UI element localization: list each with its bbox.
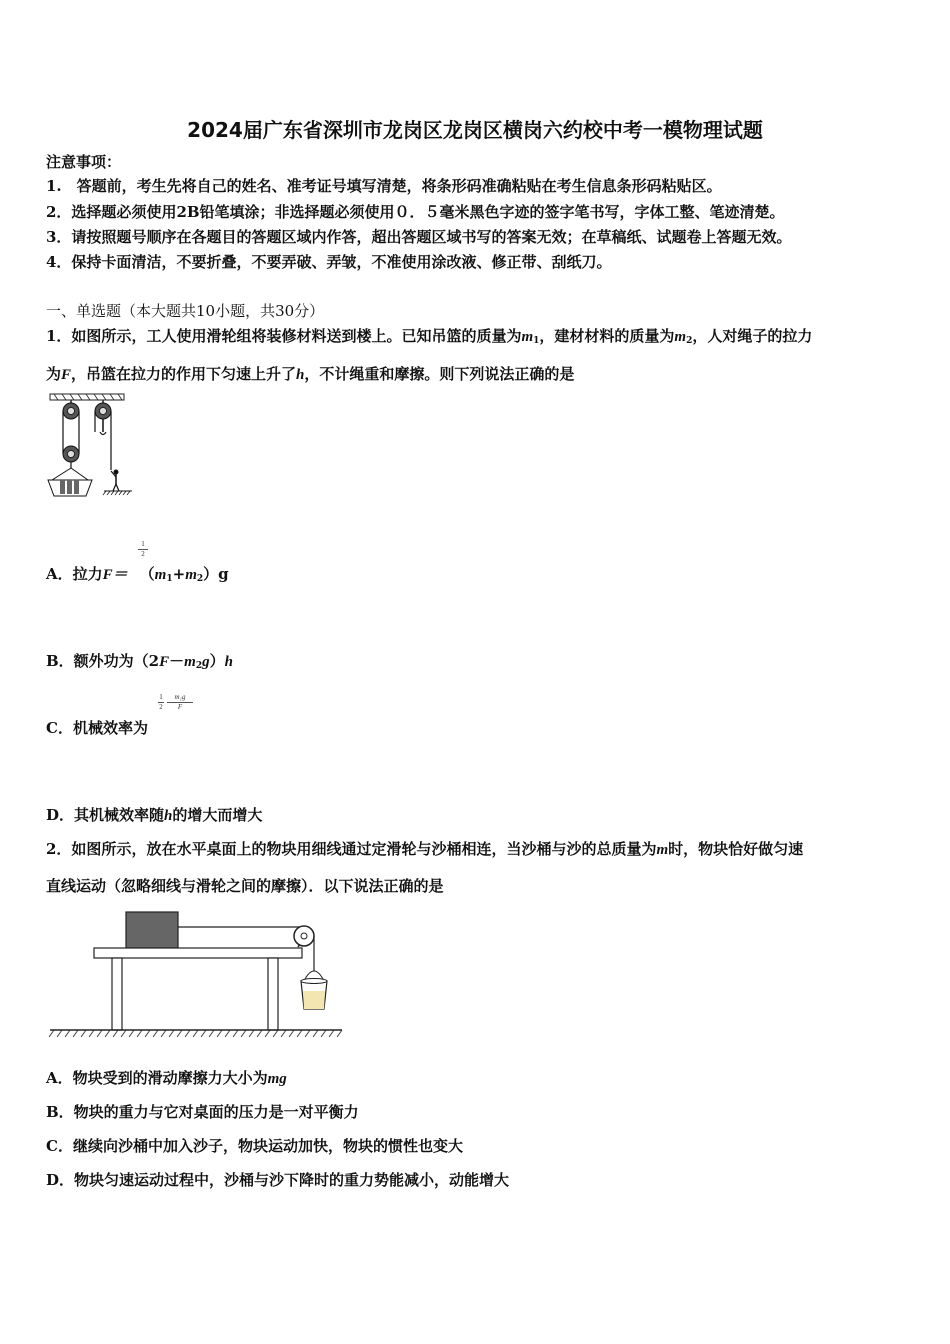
notice-heading: 注意事项： xyxy=(46,153,122,171)
q1-option-d: D．其机械效率随h的增大而增大 xyxy=(46,806,263,824)
q1-stem-line2: 为F，吊篮在拉力的作用下匀速上升了h，不计绳重和摩擦。则下列说法正确的是 xyxy=(46,365,575,383)
section-heading: 一、单选题（本大题共10小题，共30分） xyxy=(46,302,325,320)
q2-stem-line1: 2．如图所示，放在水平桌面上的物块用细线通过定滑轮与沙桶相连，当沙桶与沙的总质量为m时，物块恰好做匀速 xyxy=(46,840,804,858)
q1-option-a-fraction: $\frac{1}{2}$ xyxy=(138,540,148,559)
page-title: 2024届广东省深圳市龙岗区龙岗区横岗六约校中考一模物理试题 xyxy=(187,118,763,142)
q2-stem-line2: 直线运动（忽略细线与滑轮之间的摩擦）．以下说法正确的是 xyxy=(46,877,444,895)
q2-option-b: B．物块的重力与它对桌面的压力是一对平衡力 xyxy=(46,1103,359,1121)
q2-option-c: C．继续向沙桶中加入沙子，物块运动加快，物块的惯性也变大 xyxy=(46,1137,463,1155)
pulley-system-figure xyxy=(44,392,136,500)
notice-item-2: 2．选择题必须使用2B铅笔填涂；非选择题必须使用０．５毫米黑色字迹的签字笔书写，字体工整、笔迹清楚。 xyxy=(46,203,785,221)
table-pulley-bucket-figure xyxy=(46,905,346,1040)
notice-item-4: 4．保持卡面清洁，不要折叠，不要弄破、弄皱，不准使用涂改液、修正带、刮纸刀。 xyxy=(46,253,612,271)
q1-option-b: B．额外功为$(2F-m_2g)h$ xyxy=(46,652,233,671)
q1-option-c-fraction: 1 2 m₁g F xyxy=(158,693,194,712)
q1-option-a: A．拉力$F= (m_1+m_2)g$ xyxy=(46,565,229,584)
q1-stem-line1: 1．如图所示，工人使用滑轮组将装修材料送到楼上。已知吊篮的质量为$m_1$，建材材料的质量为$m_2$，人对绳子的拉力 xyxy=(46,327,813,346)
notice-item-1: 1. 答题前，考生先将自己的姓名、准考证号填写清楚，将条形码准确粘贴在考生信息条形码粘贴区。 xyxy=(46,177,722,195)
q1-option-c: C．机械效率为 xyxy=(46,719,148,737)
q2-option-a: A．物块受到的滑动摩擦力大小为mg xyxy=(46,1069,287,1087)
q2-option-d: D．物块匀速运动过程中，沙桶与沙下降时的重力势能减小，动能增大 xyxy=(46,1171,510,1189)
notice-item-3: 3．请按照题号顺序在各题目的答题区域内作答，超出答题区域书写的答案无效；在草稿纸、试题卷上答题无效。 xyxy=(46,228,792,246)
